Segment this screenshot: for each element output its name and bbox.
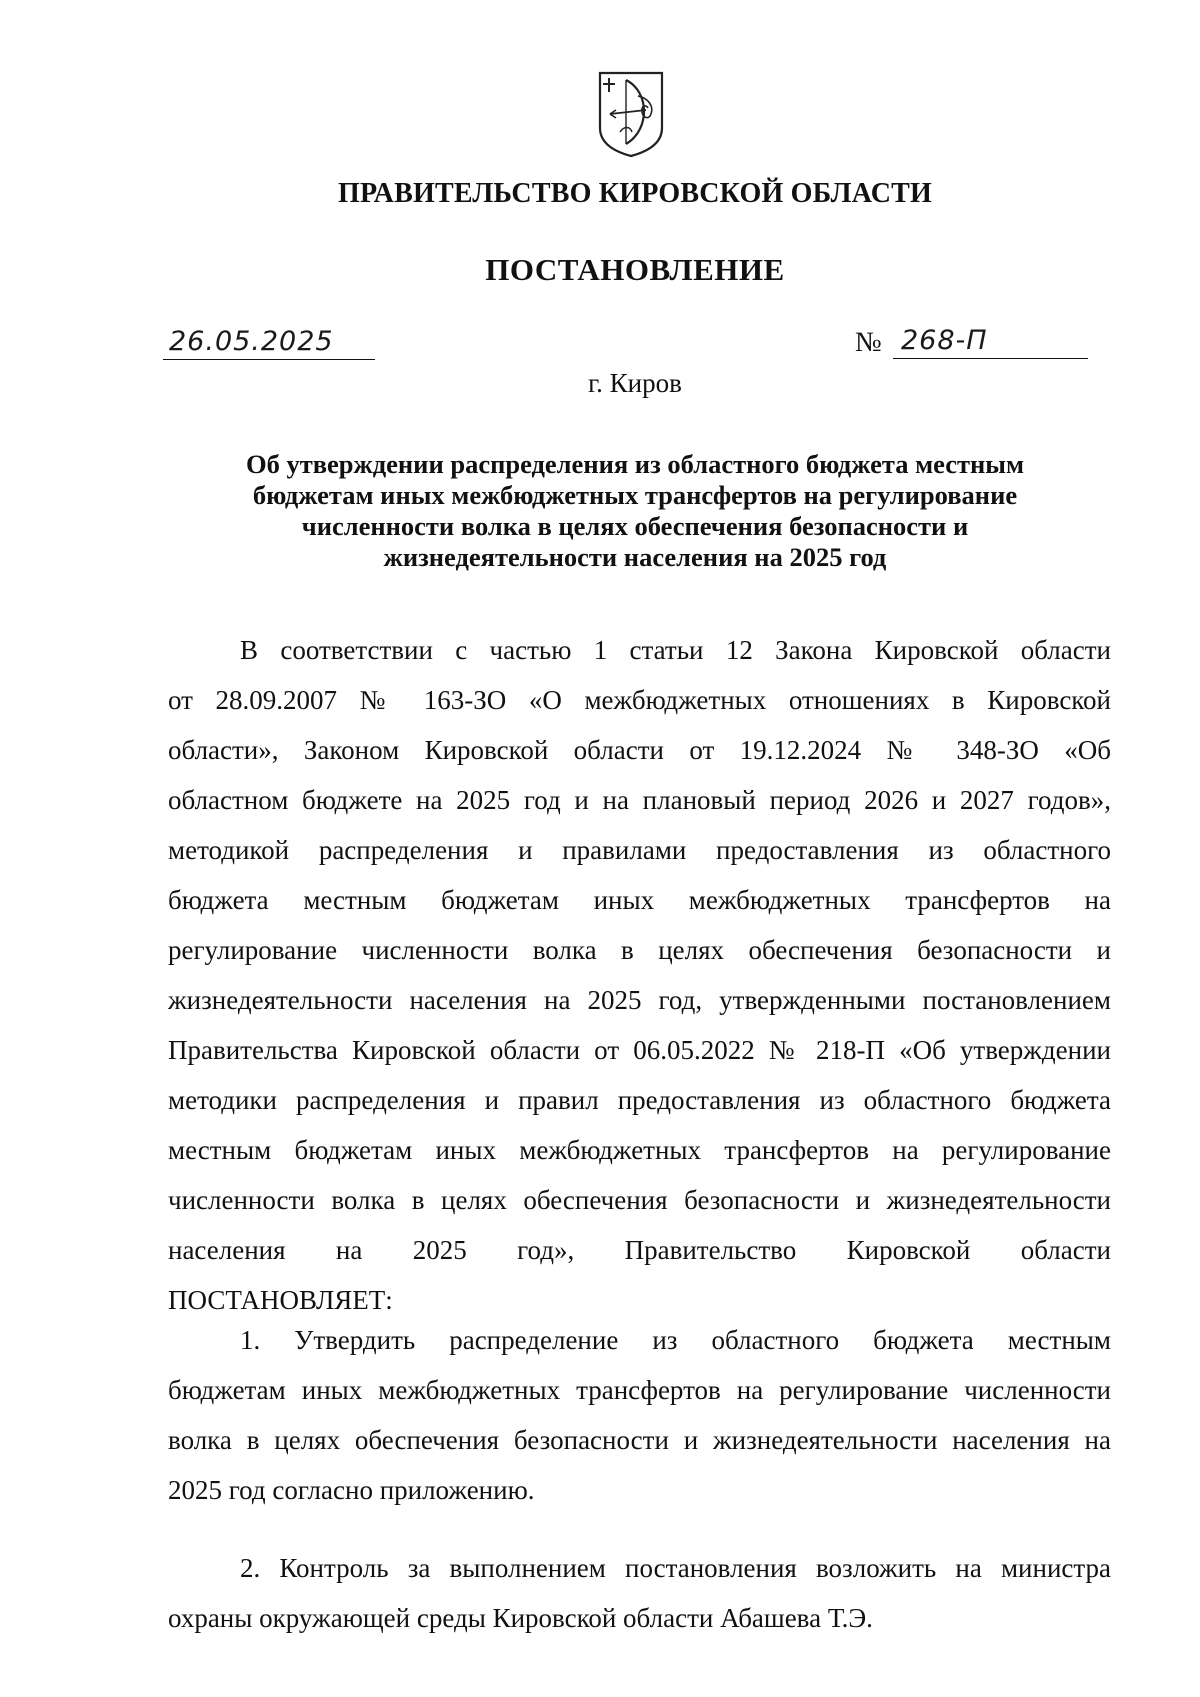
text-line: местным бюджетам иных межбюджетных трансфертов на регулирование	[168, 1135, 1111, 1165]
number-sign: №	[855, 327, 882, 358]
subject-line: жизнедеятельности населения на 2025 год	[383, 542, 887, 572]
subject-line: численности волка в целях обеспечения безопасности и	[301, 511, 969, 541]
text-line: 2025 год согласно приложению.	[168, 1475, 535, 1505]
text-line: методики распределения и правил предоставления из областного бюджета	[168, 1085, 1111, 1115]
text-line: 1. Утвердить распределение из областного бюджета местным	[240, 1325, 1111, 1355]
text-line: регулирование численности волка в целях обеспечения безопасности и	[168, 935, 1111, 965]
text-line: населения на 2025 год», Правительство Кировской области	[168, 1235, 1111, 1265]
number-underline	[893, 325, 1088, 359]
text-line: 2. Контроль за выполнением постановления возложить на министра	[240, 1553, 1111, 1583]
coat-of-arms-emblem	[596, 70, 666, 158]
text-line: В соответствии с частью 1 статьи 12 Закона Кировской области	[240, 635, 1111, 665]
text-line: бюджетам иных межбюджетных трансфертов на регулирование численности	[168, 1375, 1111, 1405]
text-line: бюджета местным бюджетам иных межбюджетных трансфертов на	[168, 885, 1111, 915]
text-line: области», Законом Кировской области от 19.12.2024 № 348-ЗО «Об	[168, 735, 1111, 765]
paragraph-2	[168, 1543, 1111, 1643]
government-title: ПРАВИТЕЛЬСТВО КИРОВСКОЙ ОБЛАСТИ	[337, 178, 932, 209]
document-date: 26.05.2025	[169, 326, 334, 357]
paragraph-1	[168, 1315, 1111, 1515]
text-line: численности волка в целях обеспечения безопасности и жизнедеятельности	[168, 1185, 1111, 1215]
text-line: жизнедеятельности населения на 2025 год, утвержденными постановлением	[168, 985, 1111, 1015]
document-subject	[200, 449, 1070, 573]
subject-line: бюджетам иных межбюджетных трансфертов на регулирование	[252, 480, 1018, 510]
text-line: от 28.09.2007 № 163-ЗО «О межбюджетных отношениях в Кировской	[168, 685, 1111, 715]
preamble-paragraph	[168, 625, 1111, 1325]
text-line: ПОСТАНОВЛЯЕТ:	[168, 1285, 393, 1315]
text-line: охраны окружающей среды Кировской области Абашева Т.Э.	[168, 1603, 873, 1633]
text-line: Правительства Кировской области от 06.05.2022 № 218-П «Об утверждении	[168, 1035, 1111, 1065]
date-field	[163, 326, 375, 360]
city-name: г. Киров	[588, 368, 682, 398]
document-type-title: ПОСТАНОВЛЕНИЕ	[485, 252, 785, 287]
text-line: методикой распределения и правилами предоставления из областного	[168, 835, 1111, 865]
subject-line: Об утверждении распределения из областного бюджета местным	[245, 449, 1025, 479]
coat-of-arms-icon	[596, 70, 666, 158]
number-field	[855, 325, 1088, 359]
text-line: областном бюджете на 2025 год и на плановый период 2026 и 2027 годов»,	[168, 785, 1111, 815]
document-number: 268-П	[901, 325, 988, 356]
text-line: волка в целях обеспечения безопасности и жизнедеятельности населения на	[168, 1425, 1111, 1455]
